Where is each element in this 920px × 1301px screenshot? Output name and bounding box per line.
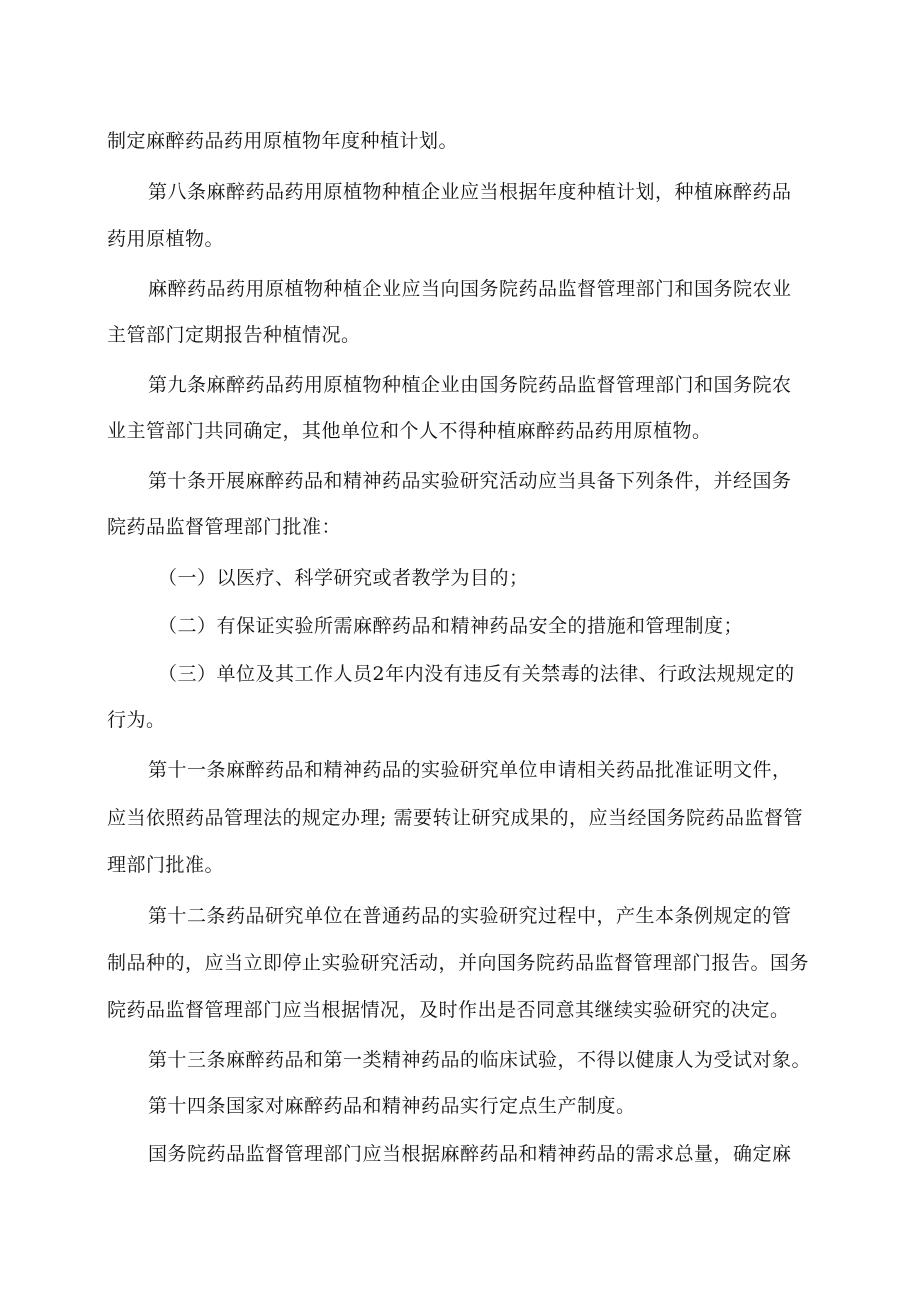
text-line: 第十四条国家对麻醉药品和精神药品实行定点生产制度。 bbox=[148, 1095, 636, 1117]
text-line: 制品种的，应当立即停止实验研究活动，并向国务院药品监督管理部门报告。国务 bbox=[107, 952, 810, 974]
text-line: 院药品监督管理部门应当根据情况，及时作出是否同意其继续实验研究的决定。 bbox=[107, 999, 790, 1021]
text-line: 制定麻醉药品药用原植物年度种植计划。 bbox=[107, 130, 459, 152]
text-line: 应当依照药品管理法的规定办理; 需要转让研究成果的，应当经国务院药品监督管 bbox=[107, 807, 803, 829]
text-line: 第八条麻醉药品药用原植物种植企业应当根据年度种植计划，种植麻醉药品 bbox=[148, 181, 792, 203]
text-line: 主管部门定期报告种植情况。 bbox=[107, 324, 361, 346]
text-line: 理部门批准。 bbox=[107, 854, 225, 876]
text-line: 麻醉药品药用原植物种植企业应当向国务院药品监督管理部门和国务院农业 bbox=[148, 278, 792, 300]
text-line: 国务院药品监督管理部门应当根据麻醉药品和精神药品的需求总量，确定麻 bbox=[148, 1143, 792, 1165]
text-line: 第十二条药品研究单位在普通药品的实验研究过程中，产生本条例规定的管 bbox=[148, 905, 792, 927]
text-line: 行为。 bbox=[107, 709, 166, 731]
text-line: 第十条开展麻醉药品和精神药品实验研究活动应当具备下列条件，并经国务 bbox=[148, 470, 792, 492]
text-line: 业主管部门共同确定，其他单位和个人不得种植麻醉药品药用原植物。 bbox=[107, 420, 712, 442]
text-line: 第十一条麻醉药品和精神药品的实验研究单位申请相关药品批准证明文件， bbox=[148, 759, 792, 781]
text-line: 院药品监督管理部门批准： bbox=[107, 516, 342, 538]
text-line: （三）单位及其工作人员2年内没有违反有关禁毒的法律、行政法规规定的 bbox=[158, 663, 795, 685]
text-line: 药用原植物。 bbox=[107, 228, 225, 250]
text-line: 第九条麻醉药品药用原植物种植企业由国务院药品监督管理部门和国务院农 bbox=[148, 374, 792, 396]
text-line: （二）有保证实验所需麻醉药品和精神药品安全的措施和管理制度； bbox=[158, 615, 744, 637]
text-line: 第十三条麻醉药品和第一类精神药品的临床试验，不得以健康人为受试对象。 bbox=[148, 1049, 812, 1071]
text-line: （一）以医疗、科学研究或者教学为目的； bbox=[158, 567, 529, 589]
